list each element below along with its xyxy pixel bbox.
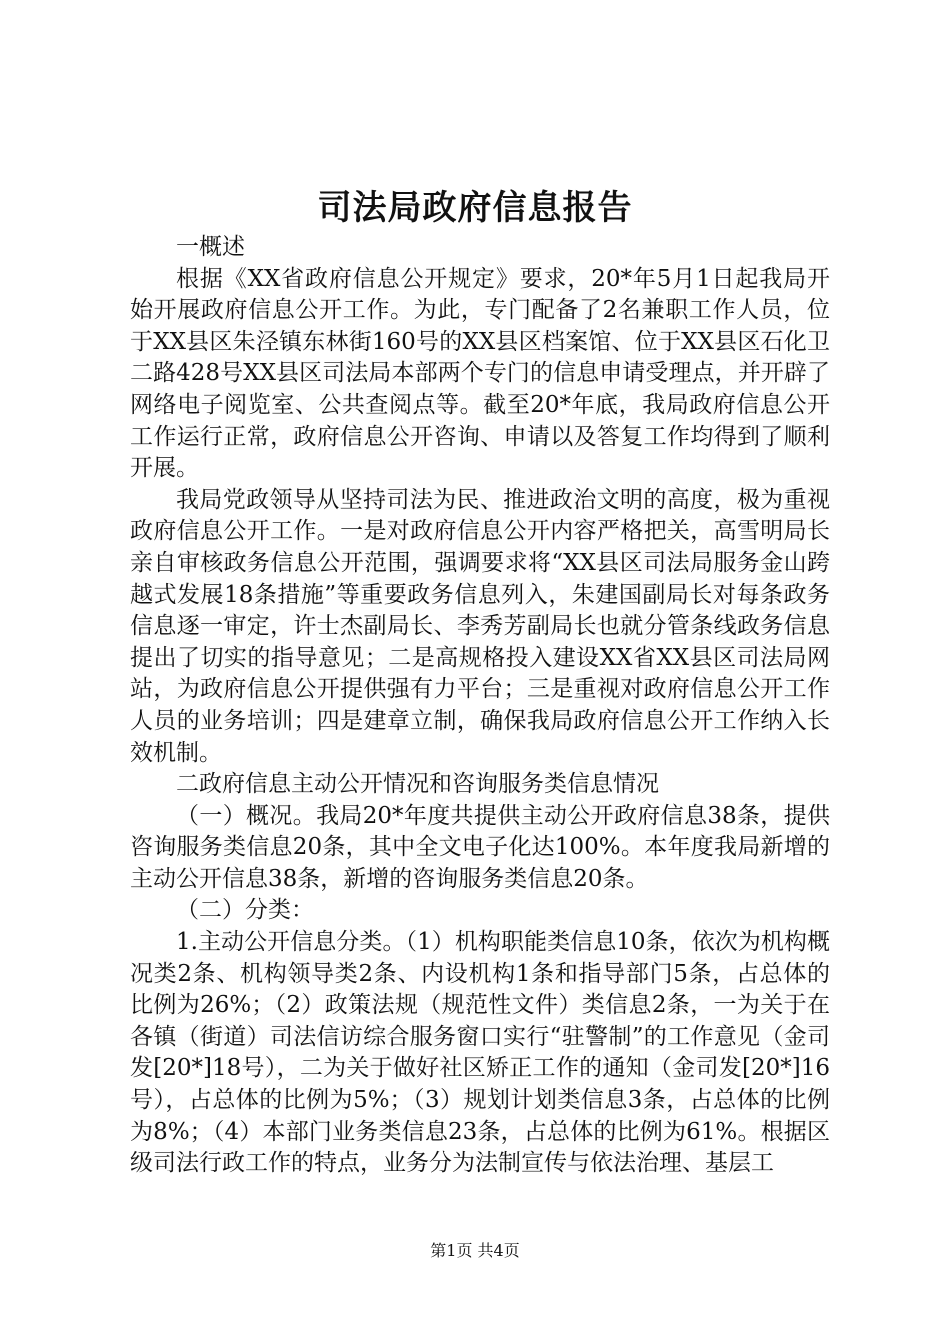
page-footer: 第1页 共4页 bbox=[430, 1241, 520, 1260]
paragraph-background: 根据《XX省政府信息公开规定》要求，20*年5月1日起我局开始开展政府信息公开工作。为此，专门配备了2名兼职工作人员，位于XX县区朱泾镇东林街160号的XX县区档案馆、位于XX县区石化卫二路428号XX县区司法局本部两个专门的信息申请受理点，并开辟了网络电子阅览室、公共查阅点等。截至20*年底，我局政府信息公开工作运行正常，政府信息公开咨询、申请以及答复工作均得到了顺利开展。 bbox=[130, 265, 830, 482]
section-heading-disclosure: 二政府信息主动公开情况和咨询服务类信息情况 bbox=[176, 771, 659, 798]
document-title: 司法局政府信息报告 bbox=[317, 188, 633, 228]
section-heading-overview: 一概述 bbox=[176, 234, 245, 260]
subheading-classification: （二）分类： bbox=[176, 897, 314, 924]
paragraph-leadership: 我局党政领导从坚持司法为民、推进政治文明的高度，极为重视政府信息公开工作。一是对政府信息公开内容严格把关，高雪明局长亲自审核政务信息公开范围，强调要求将“XX县区司法局服务金山跨越式发展18条措施”等重要政务信息列入，朱建国副局长对每条政务信息逐一审定，许士杰副局长、李秀芳副局长也就分管条线政务信息提出了切实的指导意见；二是高规格投入建设XX省XX县区司法局网站，为政府信息公开提供强有力平台；三是重视对政府信息公开工作人员的业务培训；四是建章立制，确保我局政府信息公开工作纳入长效机制。 bbox=[130, 486, 830, 766]
paragraph-summary: （一）概况。我局20*年度共提供主动公开政府信息38条，提供咨询服务类信息20条，其中全文电子化达100%。本年度我局新增的主动公开信息38条，新增的咨询服务类信息20条。 bbox=[130, 802, 830, 892]
paragraph-classification: 1.主动公开信息分类。（1）机构职能类信息10条，依次为机构概况类2条、机构领导类2条、内设机构1条和指导部门5条，占总体的比例为26%；（2）政策法规（规范性文件）类信息2条，一为关于在各镇（街道）司法信访综合服务窗口实行“驻警制”的工作意见（金司发[20*]18号），二为关于做好社区矫正工作的通知（金司发[20*]16号），占总体的比例为5%；（3）规划计划类信息3条，占总体的比例为8%；（4）本部门业务类信息23条，占总体的比例为61%。根据区级司法行政工作的特点，业务分为法制宣传与依法治理、基层工 bbox=[130, 929, 830, 1177]
document-body bbox=[130, 232, 830, 1180]
